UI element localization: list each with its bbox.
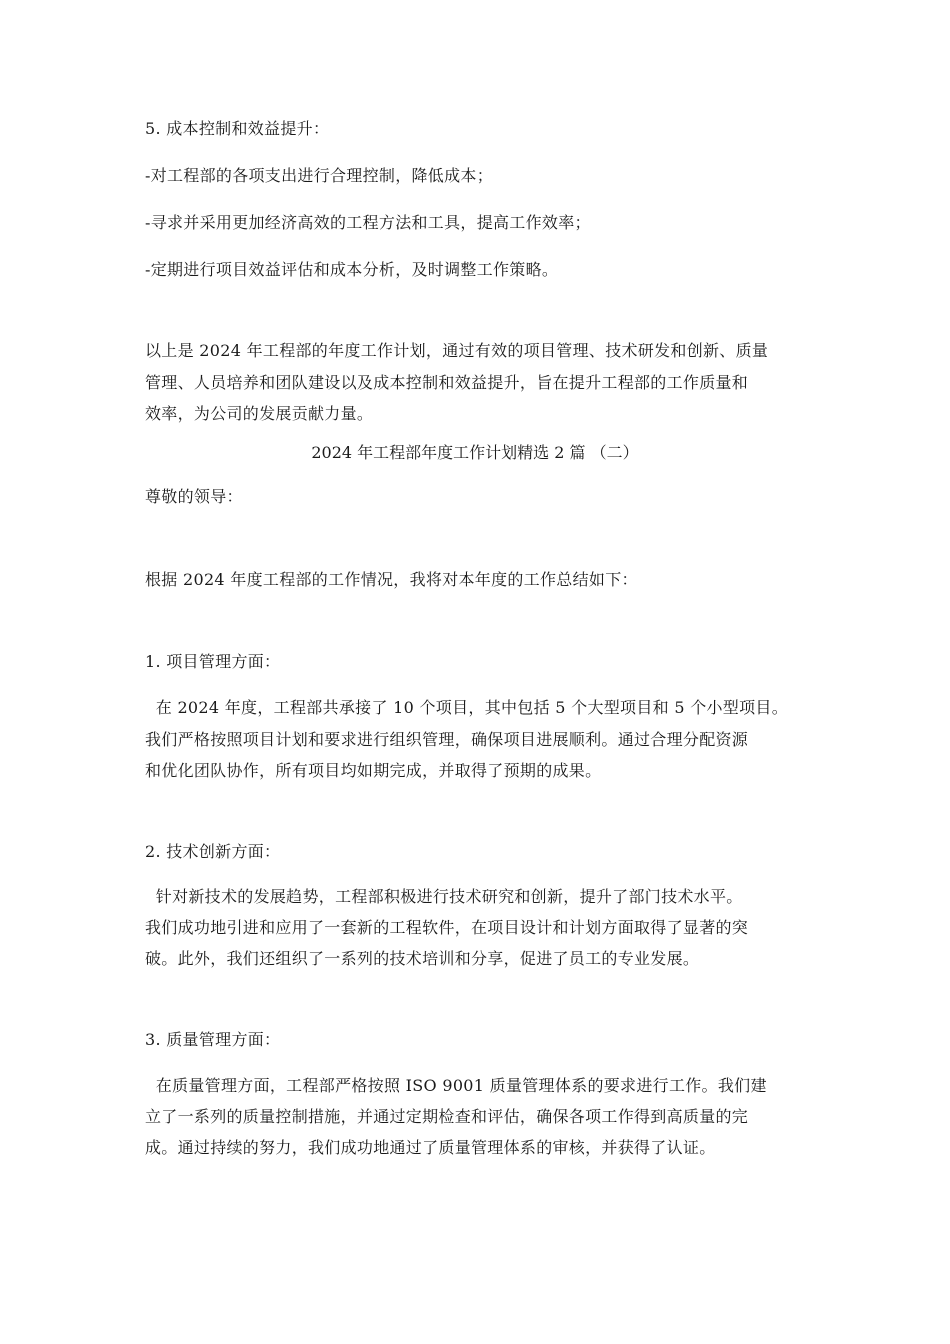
paragraph-line: 我们严格按照项目计划和要求进行组织管理，确保项目进展顺利。通过合理分配资源	[145, 730, 749, 749]
bullet-item: -定期进行项目效益评估和成本分析，及时调整工作策略。	[145, 260, 559, 279]
salutation: 尊敬的领导：	[145, 487, 243, 506]
bullet-item: -对工程部的各项支出进行合理控制，降低成本；	[145, 166, 494, 185]
section-heading: 1. 项目管理方面：	[145, 652, 281, 671]
section-heading: 2. 技术创新方面：	[145, 842, 281, 861]
paragraph-line: 成。通过持续的努力，我们成功地通过了质量管理体系的审核，并获得了认证。	[145, 1138, 716, 1157]
paragraph-line: 针对新技术的发展趋势，工程部积极进行技术研究和创新，提升了部门技术水平。	[145, 887, 743, 906]
paragraph-line: 管理、人员培养和团队建设以及成本控制和效益提升，旨在提升工程部的工作质量和	[145, 373, 749, 392]
article-title: 2024 年工程部年度工作计划精选 2 篇 （二）	[311, 443, 639, 462]
paragraph-line: 在质量管理方面，工程部严格按照 ISO 9001 质量管理体系的要求进行工作。我们建	[145, 1076, 767, 1095]
paragraph-line: 我们成功地引进和应用了一套新的工程软件，在项目设计和计划方面取得了显著的突	[145, 918, 749, 937]
paragraph-line: 立了一系列的质量控制措施，并通过定期检查和评估，确保各项工作得到高质量的完	[145, 1107, 749, 1126]
bullet-item: -寻求并采用更加经济高效的工程方法和工具，提高工作效率；	[145, 213, 591, 232]
intro-paragraph: 根据 2024 年度工程部的工作情况，我将对本年度的工作总结如下：	[145, 570, 638, 589]
paragraph-line: 和优化团队协作，所有项目均如期完成，并取得了预期的成果。	[145, 761, 602, 780]
section-heading: 3. 质量管理方面：	[145, 1030, 281, 1049]
section-heading: 5. 成本控制和效益提升：	[145, 119, 330, 138]
paragraph-line: 在 2024 年度，工程部共承接了 10 个项目，其中包括 5 个大型项目和 5 个小型项目。	[145, 698, 788, 717]
paragraph-line: 破。此外，我们还组织了一系列的技术培训和分享，促进了员工的专业发展。	[145, 949, 700, 968]
paragraph-line: 效率，为公司的发展贡献力量。	[145, 404, 374, 423]
paragraph-line: 以上是 2024 年工程部的年度工作计划，通过有效的项目管理、技术研发和创新、质量	[145, 341, 769, 360]
